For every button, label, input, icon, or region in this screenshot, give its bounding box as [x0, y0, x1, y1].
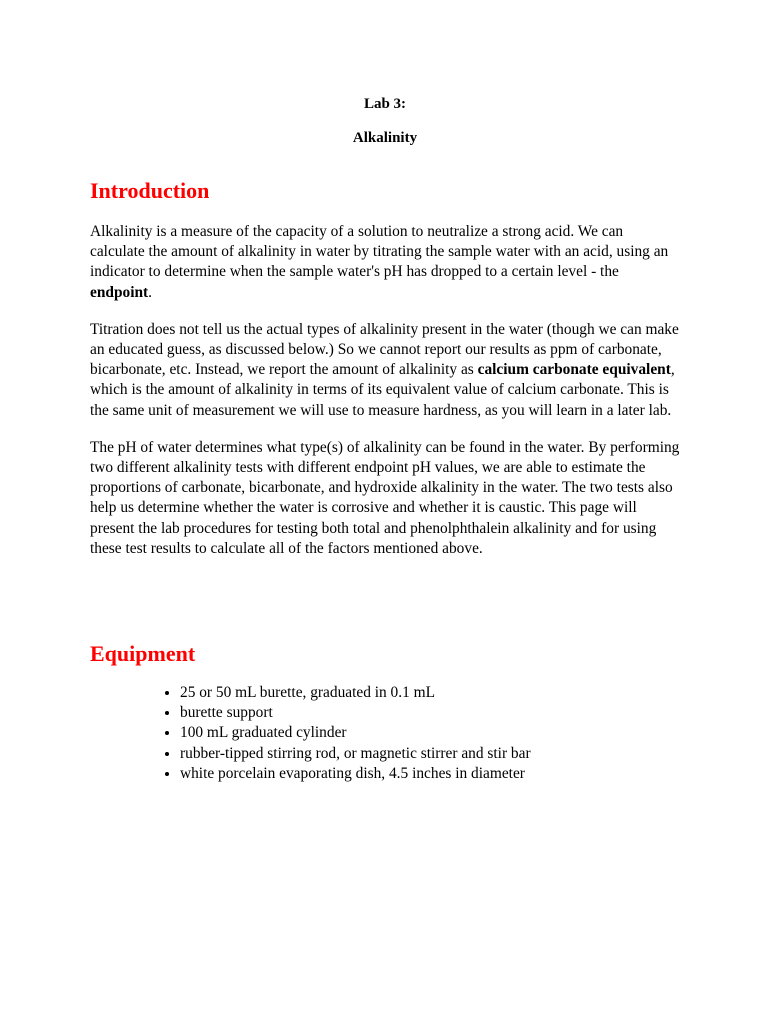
calcium-carbonate-equivalent-term: calcium carbonate equivalent [477, 361, 671, 379]
list-item: • rubber-tipped stirring rod, or magnetic stirrer and stir bar [180, 744, 680, 764]
introduction-heading: Introduction [90, 178, 210, 203]
intro-paragraph-3: The pH of water determines what type(s) of alkalinity can be found in the water. By performing two different alkalinity tests with different endpoint pH values, we are able to estimate the proportions of carbonate, bicarbonate, and hydroxide alkalinity in the water. The two tests also help us determine whether the water is corrosive and whether it is caustic. This page will present the lab procedures for testing both total and phenolphthalein alkalinity and for using these test results to calculate all of the factors mentioned above. [90, 438, 680, 557]
intro-p1-text: Alkalinity is a measure of the capacity of a solution to neutralize a strong acid. We can calculate the amount of alkalinity in water by titrating the sample water with an acid, using an indicator to determine when the sample water's pH has dropped to a certain level - the [90, 223, 669, 281]
intro-p2-text: Titration does not tell us the actual types of alkalinity present in the water (though we can make an educated guess, as discussed below.) So we cannot report our results as ppm of carbonate, bicarbonate, etc. Instead, we report the amount of alkalinity as [90, 320, 679, 379]
intro-paragraph-2 [90, 320, 680, 421]
lab-title: Alkalinity [352, 130, 418, 146]
intro-p2-end: , which is the amount of alkalinity in terms of its equivalent value of calcium carbonate. This is the same unit of measurement we will use to measure hardness, as you will learn in a later lab. [90, 361, 675, 419]
list-item: • 25 or 50 mL burette, graduated in 0.1 mL [180, 683, 680, 703]
endpoint-term: endpoint [90, 283, 149, 301]
equipment-heading: Equipment [90, 641, 196, 667]
intro-p1-end: . [148, 283, 153, 301]
list-item: • 100 mL graduated cylinder [180, 723, 680, 743]
equipment-list [90, 683, 680, 784]
list-item: • burette support [180, 703, 680, 723]
intro-paragraph-1 [90, 222, 680, 303]
lab-number: Lab 3: [363, 96, 407, 112]
document-page [90, 90, 680, 784]
list-item: • white porcelain evaporating dish, 4.5 inches in diameter [180, 764, 680, 784]
